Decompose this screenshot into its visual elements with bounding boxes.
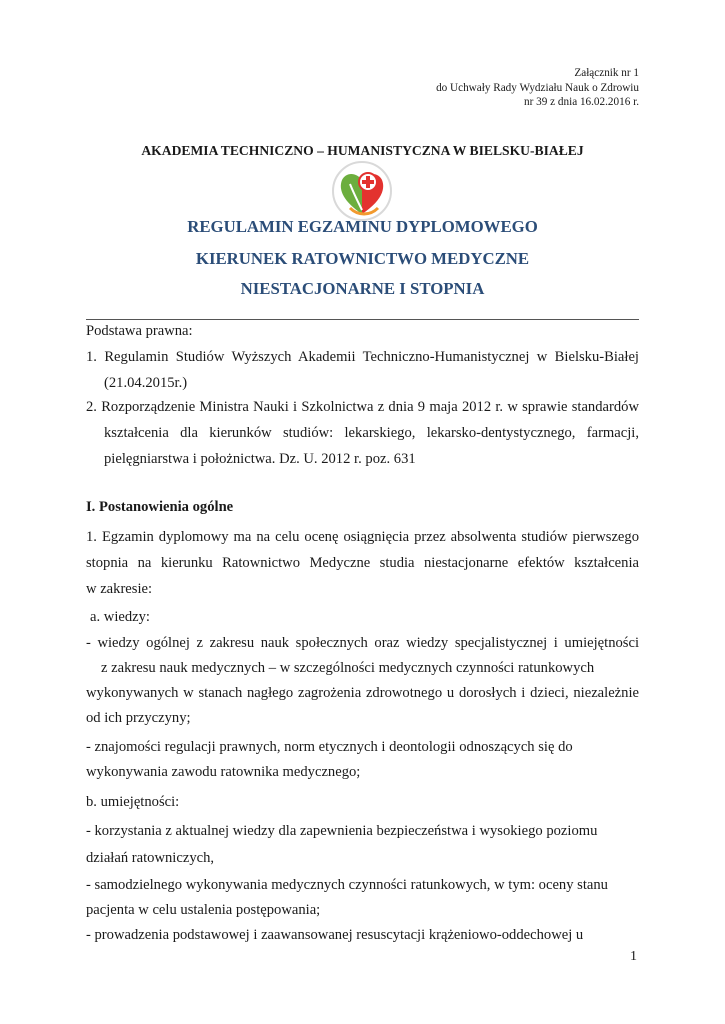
knowledge-item-1: - wiedzy ogólnej z zakresu nauk społecznych oraz wiedzy specjalistycznej i umiejętności: [86, 635, 639, 651]
legal-basis-item-1-date: (21.04.2015r.): [104, 375, 188, 391]
skills-item-2-end: pacjenta w celu ustalenia postępowania;: [86, 902, 321, 918]
skills-label: b. umiejętności:: [86, 794, 180, 810]
skills-item-3: - prowadzenia podstawowej i zaawansowanej resuscytacji krążeniowo-oddechowej u: [86, 927, 584, 943]
skills-item-1: - korzystania z aktualnej wiedzy dla zapewnienia bezpieczeństwa i wysokiego poziomu: [86, 823, 598, 839]
attachment-label: Załącznik nr 1: [574, 67, 639, 79]
section-1-para-line-2: stopnia na kierunku Ratownictwo Medyczne studia niestacjonarne efektów kształcenia: [86, 555, 639, 571]
knowledge-item-1-end: od ich przyczyny;: [86, 710, 191, 726]
legal-basis-heading: Podstawa prawna:: [86, 323, 193, 339]
knowledge-item-1-cont: z zakresu nauk medycznych – w szczególności medycznych czynności ratunkowych: [101, 660, 595, 676]
resolution-number: nr 39 z dnia 16.02.2016 r.: [524, 96, 639, 108]
university-name: AKADEMIA TECHNICZNO – HUMANISTYCZNA W BIELSKU-BIAŁEJ: [141, 143, 584, 158]
section-1-para-line-3: w zakresie:: [86, 581, 153, 597]
knowledge-item-2-end: wykonywania zawodu ratownika medycznego;: [86, 764, 361, 780]
page-number: 1: [630, 949, 637, 964]
section-1-heading: I. Postanowienia ogólne: [86, 499, 234, 515]
knowledge-item-2: - znajomości regulacji prawnych, norm etycznych i deontologii odnoszących się do: [86, 739, 573, 755]
legal-basis-item-2-cont: kształcenia dla kierunków studiów: lekarskiego, lekarsko-dentystycznego, farmacji,: [104, 425, 639, 441]
title-line-3: NIESTACJONARNE I STOPNIA: [240, 279, 485, 298]
legal-basis-item-2: 2. Rozporządzenie Ministra Nauki i Szkolnictwa z dnia 9 maja 2012 r. w sprawie standardów: [86, 399, 639, 415]
title-divider: [86, 319, 639, 320]
knowledge-item-1-cont-2: wykonywanych w stanach nagłego zagrożenia zdrowotnego u dorosłych i dzieci, niezależnie: [86, 685, 639, 701]
section-1-para-line-1: 1. Egzamin dyplomowy ma na celu ocenę osiągnięcia przez absolwenta studiów pierwszego: [86, 529, 639, 545]
legal-basis-item-2-end: pielęgniarstwa i położnictwa. Dz. U. 2012 r. poz. 631: [104, 451, 416, 467]
legal-basis-item-1: 1. Regulamin Studiów Wyższych Akademii Techniczno-Humanistycznej w Bielsku-Białej: [86, 349, 639, 365]
skills-item-2: - samodzielnego wykonywania medycznych czynności ratunkowych, w tym: oceny stanu: [86, 877, 608, 893]
attachment-note: [436, 66, 639, 110]
title-line-2: KIERUNEK RATOWNICTWO MEDYCZNE: [195, 249, 530, 268]
skills-item-1-end: działań ratowniczych,: [86, 850, 215, 866]
title-line-1: REGULAMIN EGZAMINU DYPLOMOWEGO: [187, 217, 538, 236]
medical-cross-heart-logo-icon: [330, 160, 394, 222]
resolution-label: do Uchwały Rady Wydziału Nauk o Zdrowiu: [436, 81, 639, 94]
knowledge-label: a. wiedzy:: [90, 609, 150, 625]
